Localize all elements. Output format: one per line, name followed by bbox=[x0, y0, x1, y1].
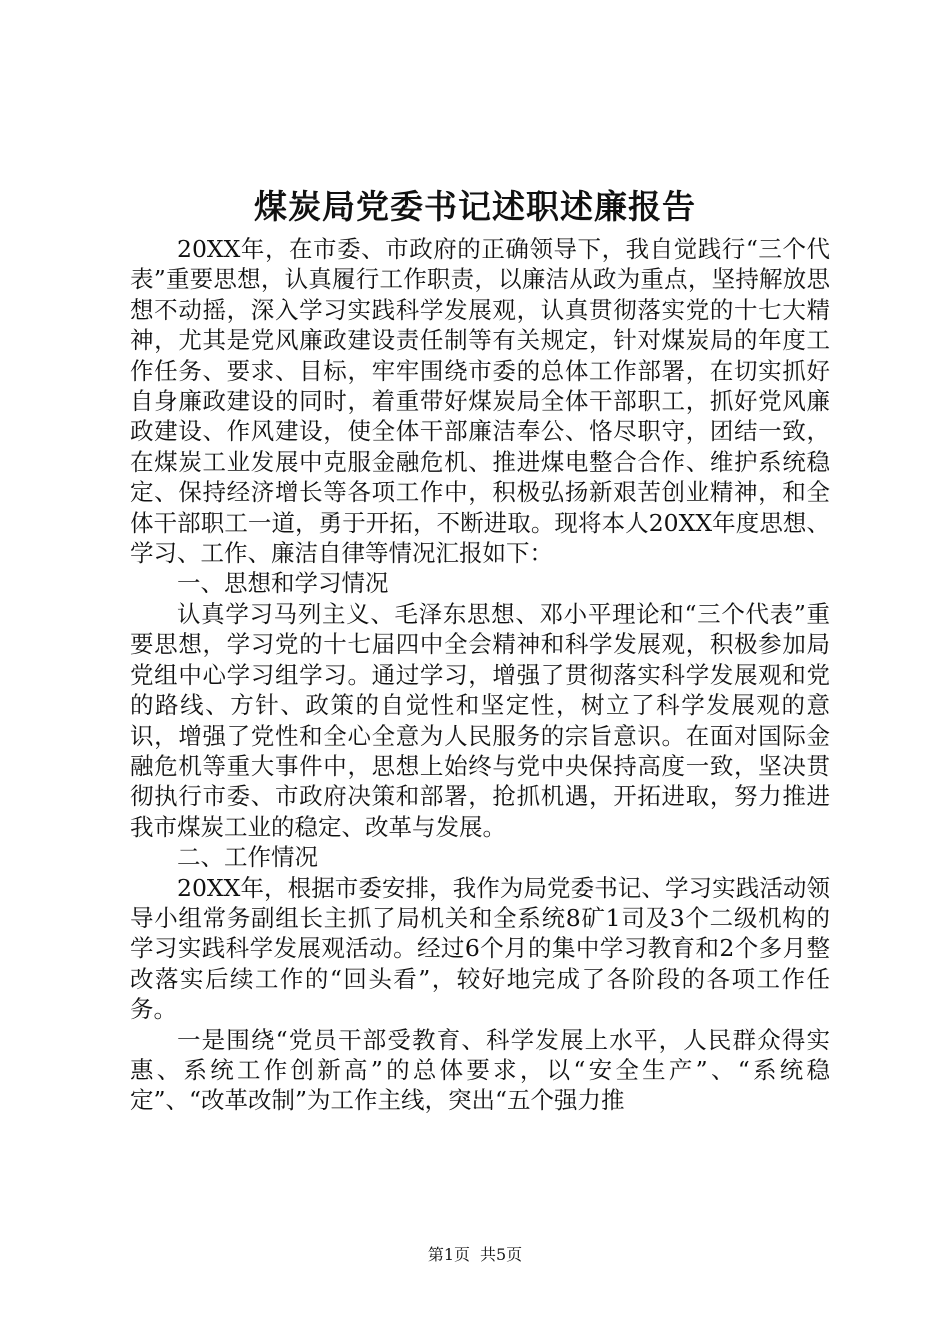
paragraph-item-1: 一是围绕“党员干部受教育、科学发展上水平，人民群众得实惠、系统工作创新高”的总体要求，以“安全生产”、“系统稳定”、“改革改制”为工作主线，突出“五个强力推 bbox=[130, 1025, 830, 1115]
paragraph-section-1: 认真学习马列主义、毛泽东思想、邓小平理论和“三个代表”重要思想，学习党的十七届四中全会精神和科学发展观，积极参加局党组中心学习组学习。通过学习，增强了贯彻落实科学发展观和党的路线、方针、政策的自觉性和坚定性，树立了科学发展观的意识，增强了党性和全心全意为人民服务的宗旨意识。在面对国际金融危机等重大事件中，思想上始终与党中央保持高度一致，坚决贯彻执行市委、市政府决策和部署，抢抓机遇，开拓进取，努力推进我市煤炭工业的稳定、改革与发展。 bbox=[130, 599, 830, 841]
document-body bbox=[130, 234, 830, 1116]
paragraph-section-2: 20XX年，根据市委安排，我作为局党委书记、学习实践活动领导小组常务副组长主抓了局机关和全系统8矿1司及3个二级机构的学习实践科学发展观活动。经过6个月的集中学习教育和2个多月整改落实后续工作的“回头看”，较好地完成了各阶段的各项工作任务。 bbox=[130, 873, 830, 1024]
page-number: 第1页 bbox=[427, 1245, 470, 1264]
page-footer bbox=[0, 1243, 950, 1267]
section-heading-2: 二、工作情况 bbox=[177, 843, 318, 872]
section-heading-1: 一、思想和学习情况 bbox=[177, 569, 389, 598]
page-total: 共5页 bbox=[480, 1245, 523, 1264]
document-title: 煤炭局党委书记述职述廉报告 bbox=[254, 187, 696, 226]
paragraph-intro: 20XX年，在市委、市政府的正确领导下，我自觉践行“三个代表”重要思想，认真履行工作职责，以廉洁从政为重点，坚持解放思想不动摇，深入学习实践科学发展观，认真贯彻落实党的十七大精神，尤其是党风廉政建设责任制等有关规定，针对煤炭局的年度工作任务、要求、目标，牢牢围绕市委的总体工作部署，在切实抓好自身廉政建设的同时，着重带好煤炭局全体干部职工，抓好党风廉政建设、作风建设，使全体干部廉洁奉公、恪尽职守，团结一致，在煤炭工业发展中克服金融危机、推进煤电整合合作、维护系统稳定、保持经济增长等各项工作中，积极弘扬新艰苦创业精神，和全体干部职工一道，勇于开拓，不断进取。现将本人20XX年度思想、学习、工作、廉洁自律等情况汇报如下： bbox=[130, 235, 830, 568]
